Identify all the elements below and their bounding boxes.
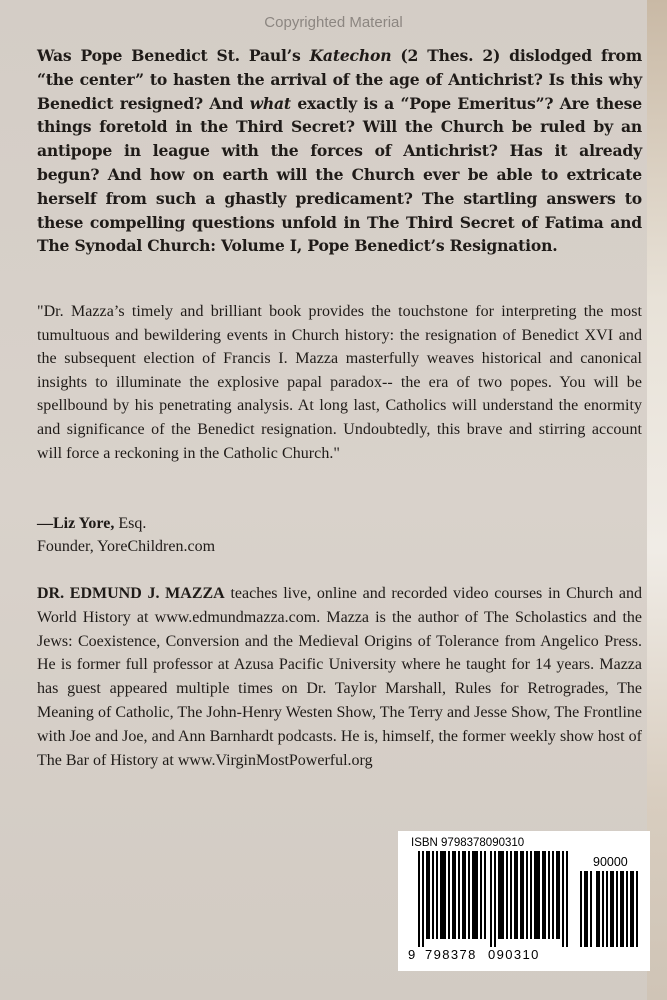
endorsement-attribution <box>37 512 642 558</box>
intro-paragraph <box>37 44 642 258</box>
intro-what: what <box>249 93 291 113</box>
barcode-digits-right: 090310 <box>488 947 540 962</box>
intro-text-1: Was Pope Benedict St. Paul’s <box>37 46 310 65</box>
barcode-digit-first: 9 <box>408 947 416 962</box>
author-name: DR. EDMUND J. MAZZA <box>37 585 225 602</box>
intro-katechon: Katechon <box>309 46 392 65</box>
author-bio <box>37 582 642 772</box>
endorser-name: —Liz Yore, <box>37 515 115 532</box>
barcode-digits-left: 798378 <box>425 947 477 962</box>
isbn-barcode <box>398 831 650 971</box>
attribution-line <box>37 512 642 535</box>
isbn-label: ISBN 9798378090310 <box>411 837 525 849</box>
endorsement-quote: "Dr. Mazza’s timely and brilliant book provides the touchstone for interpreting the most tumultuous and bewildering events in Church history: the resignation of Benedict XVI and the subsequent election of Francis I. Mazza masterfully weaves historical and canonical insights to illuminate the explosive papal paradox-- the era of two popes. You will be spellbound by his penetrating analysis. At long last, Catholics will understand the enormity and significance of the Benedict resignation. Undoubtedly, this brave and stirring account will force a reckoning in the Catholic Church." <box>37 303 642 462</box>
endorser-suffix: Esq. <box>114 515 147 532</box>
cover-image-edge <box>647 0 667 1000</box>
endorser-role: Founder, YoreChildren.com <box>37 538 216 555</box>
price-code: 90000 <box>593 855 628 869</box>
intro-text-2: (2 Thes. 2) dislodged from “the center” to hasten the arrival of the age of Antichrist? Is this why Benedict resigned? And <box>37 46 642 113</box>
intro-text-3: exactly is a “Pope Emeritus”? Are these things foretold in the Third Secret? Will the Church be ruled by an antipope in league with the forces of Antichrist? Has it already begun? And how on earth will the Church ever be able to extricate herself from such a ghastly predicament? The startling answers to these compelling questions unfold in The Third Secret of Fatima and The Synodal Church: Volume I, Pope Benedict’s Resignation. <box>37 93 642 256</box>
bio-text: teaches live, online and recorded video courses in Church and World History at www.edmundmazza.com. Mazza is the author of The Scholastics and the Jews: Coexistence, Conversion and the Medieval Origins of Tolerance from Angelico Press. He is former full professor at Azusa Pacific University where he taught for 14 years. Mazza has guest appeared multiple times on Dr. Taylor Marshall, Rules for Retrogrades, The Meaning of Catholic, The John-Henry Westen Show, The Terry and Jesse Show, The Frontline with Joe and Joe, and Ann Barnhardt podcasts. He is, himself, the former weekly show host of The Bar of History at www.VirginMostPowerful.org <box>37 585 643 769</box>
watermark: Copyrighted Material <box>264 14 403 31</box>
